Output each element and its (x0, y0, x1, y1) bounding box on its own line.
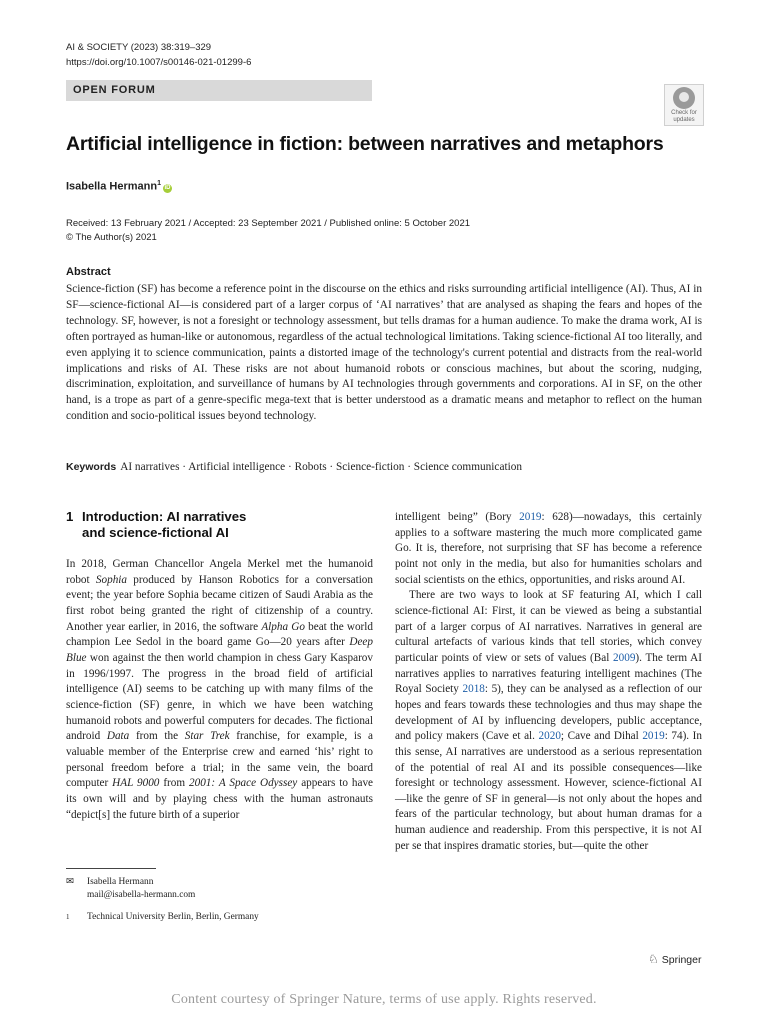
affiliation-text: Technical University Berlin, Berlin, Germany (87, 912, 259, 922)
citation-link[interactable]: 2020 (538, 730, 561, 743)
orcid-icon[interactable]: iD (164, 184, 171, 191)
affiliation (66, 911, 259, 924)
author-name[interactable]: Isabella Hermann (66, 180, 158, 193)
section-title-line2: and science-fictional AI (82, 525, 229, 540)
author-line (66, 180, 172, 193)
dates-line: Received: 13 February 2021 / Accepted: 23 September 2021 / Published online: 5 October 2021 (66, 218, 471, 229)
keywords-list: AI narratives · Artificial intelligence · Robots · Science-fiction · Science communication (120, 461, 523, 473)
body-column-left (66, 557, 373, 823)
section-label-banner (66, 80, 372, 101)
doi-link[interactable]: https://doi.org/10.1007/s00146-021-01299-6 (66, 57, 252, 68)
mail-icon: ✉ (66, 877, 74, 887)
body-column-right (395, 510, 702, 854)
email-link[interactable]: mail@isabella-hermann.com (87, 890, 196, 900)
section-heading (66, 509, 246, 541)
paragraph: In 2018, German Chancellor Angela Merkel met the humanoid robot Sophia produced by Hanson Robotics for a conversation event; the year before Sophia became citizen of Saudi Arabia as the first robot being granted the right of citizenship of a country. Another year earlier, in 2016, the software Alpha Go beat the world champion Lee Sedol in the board game Go—20 years after Deep Blue won against the then world champion in chess Gary Kasparov in 1996/1997. The progress in the broad field of artificial intelligence (AI) seems to be catching up with many films of the science-fiction (SF) genre, in which we have been watching humanoid robots and powerful computers for decades. The fictional android Data from the Star Trek franchise, for example, is a valuable member of the Enterprise crew and earned ‘his’ right to personal freedom before a trial; in the same vein, the board computer HAL 9000 from 2001: A Space Odyssey appears to have its own will and by playing chess with the human astronauts “depict[s] the future birth of a superior (66, 558, 374, 821)
abstract-heading: Abstract (66, 266, 111, 278)
footnote-divider (66, 868, 156, 869)
corresponding-author (66, 876, 259, 902)
journal-info (66, 40, 251, 70)
article-title: Artificial intelligence in fiction: between narratives and metaphors (66, 133, 664, 155)
footnote-author-name: Isabella Hermann (87, 877, 154, 887)
citation-link[interactable]: 2018 (462, 683, 485, 696)
check-for-updates-badge[interactable] (664, 84, 704, 126)
publisher-logo (648, 952, 701, 966)
paragraph: There are two ways to look at SF featuring AI, which I call science-fictional AI: First, it can be viewed as being a substantial part of a larger corpus of AI narratives. Narratives in general are cultural artefacts of various kinds that tell stories, which convey particular points of view or sets of values (Bal 2009). The term AI narratives applies to narratives featuring intelligent machines (The Royal Society 2018: 5), they can be analysed as a reflection of our hopes and fears towards these technologies and thus may shape the development of AI by influencing developers, public acceptance, and policy makers (Cave et al. 2020; Cave and Dihal 2019: 74). In this sense, AI narratives are understood as a serious representation of the potential of real AI and its possible consequences—like foresight or technology assessment. However, science-fictional AI—like the genre of SF in general—is not only about the hopes and fears of the particular technology, but about human dramas for a human audience and readership. From this perspective, it is not AI per se that inspires dramatic stories, but—quite the other (395, 589, 703, 852)
journal-citation: AI & SOCIETY (2023) 38:319–329 (66, 42, 212, 53)
section-number: 1 (66, 509, 74, 524)
check-updates-line2: updates (673, 117, 695, 123)
section-label: OPEN FORUM (73, 84, 156, 96)
publication-dates (66, 217, 470, 245)
paragraph: intelligent being” (Bory 2019: 628)—nowadays, this certainly applies to a software mastering the much more complicated game Go. It is, therefore, not surprising that SF has become a reference point not only in the media, but also for humanities scholars and social scientists on the ethics, opportunities, and risks around AI. (395, 511, 702, 586)
citation-link[interactable]: 2019 (642, 730, 665, 743)
springer-horse-icon: ♘ (648, 952, 659, 966)
footnotes (66, 876, 259, 924)
affiliation-mark: 1 (66, 913, 70, 921)
courtesy-notice: Content courtesy of Springer Nature, terms of use apply. Rights reserved. (171, 992, 597, 1007)
copyright-line: © The Author(s) 2021 (66, 232, 157, 243)
citation-link[interactable]: 2019 (519, 511, 542, 523)
update-icon (673, 87, 695, 109)
check-updates-line1: Check for (671, 110, 697, 116)
keywords-line (66, 461, 522, 473)
citation-link[interactable]: 2009 (613, 651, 636, 664)
keywords-label: Keywords (66, 461, 117, 473)
abstract-text: Science-fiction (SF) has become a reference point in the discourse on the ethics and risks surrounding artificial intelligence (AI). Thus, AI in SF—science-fictional AI—is considered part of a larger corpus of ‘AI narratives’ that are analysed as shaping the fears and hopes of the technology. SF, however, is not a foresight or technology assessment, but tells dramas for a human audience. To make the drama work, AI is often portrayed as human-like or autonomous, regardless of the actual technological limitations. Taking science-fictional AI too literally, and even applying it to science communication, paints a distorted image of the technology's current potential and distracts from the real-world implications and risks of AI. These risks are not about humanoid robots or conscious machines, but about the scoring, nudging, discrimination, exploitation, and surveillance of humans by AI technologies through governments and corporations. AI in SF, on the other hand, is a trope as part of a genre-specific mega-text that is better understood as a dramatic means and metaphor to reflect on the human condition and socio-political issues beyond technology. (66, 283, 702, 423)
publisher-name: Springer (661, 954, 702, 966)
section-title-line1: Introduction: AI narratives (82, 509, 247, 524)
author-affiliation-mark: 1 (157, 180, 161, 187)
